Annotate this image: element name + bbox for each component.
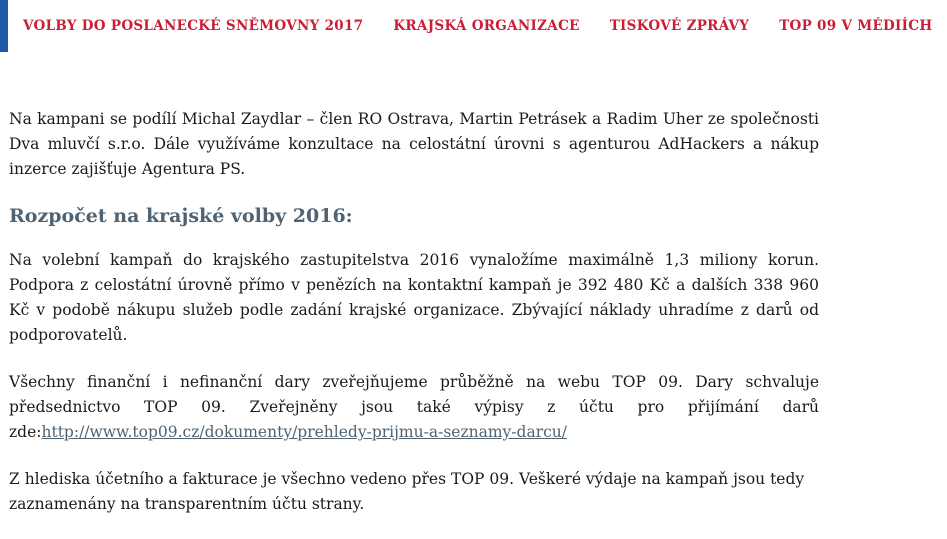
campaign-team-paragraph: Na kampani se podílí Michal Zaydlar – člen RO Ostrava, Martin Petrásek a Radim Uher ze společnosti Dva mluvčí s.r.o. Dále využíváme konzultace na celostátní úrovni s agenturou AdHackers a nákup inzerce zajišťuje Agentura PS. [9, 110, 819, 178]
nav-item-tiskove-zpravy[interactable]: TISKOVÉ ZPRÁVY [609, 18, 750, 34]
nav-item-volby-2017[interactable]: VOLBY DO POSLANECKÉ SNĚMOVNY 2017 [23, 18, 364, 34]
budget-paragraph: Na volební kampaň do krajského zastupitelstva 2016 vynaložíme maximálně 1,3 miliony korun. Podpora z celostátní úrovně přímo v penězích na kontaktní kampaň je 392 480 Kč a dalších 338 960 Kč v podobě nákupu služeb podle zadání krajské organizace. Zbývající náklady uhradíme z darů od podporovatelů. [9, 251, 819, 344]
accent-bar [0, 0, 8, 52]
budget-heading: Rozpočet na krajské volby 2016: [9, 205, 353, 227]
article-content [9, 107, 819, 539]
donations-paragraph [9, 370, 819, 445]
donations-link[interactable]: http://www.top09.cz/dokumenty/prehledy-prijmu-a-seznamy-darcu/ [41, 423, 567, 441]
nav-item-top09-v-mediich[interactable]: TOP 09 V MÉDIÍCH [779, 18, 933, 34]
top-navigation [8, 0, 933, 52]
donations-text: Všechny finanční i nefinanční dary zveřejňujeme průběžně na webu TOP 09. Dary schvaluje předsednictvo TOP 09. Zveřejněny jsou také výpisy z účtu pro přijímání darů zde: [9, 373, 819, 441]
nav-item-krajska-organizace[interactable]: KRAJSKÁ ORGANIZACE [393, 18, 580, 34]
accounting-paragraph: Z hlediska účetního a fakturace je všechno vedeno přes TOP 09. Veškeré výdaje na kampaň jsou tedy zaznamenány na transparentním účtu strany. [9, 470, 805, 513]
